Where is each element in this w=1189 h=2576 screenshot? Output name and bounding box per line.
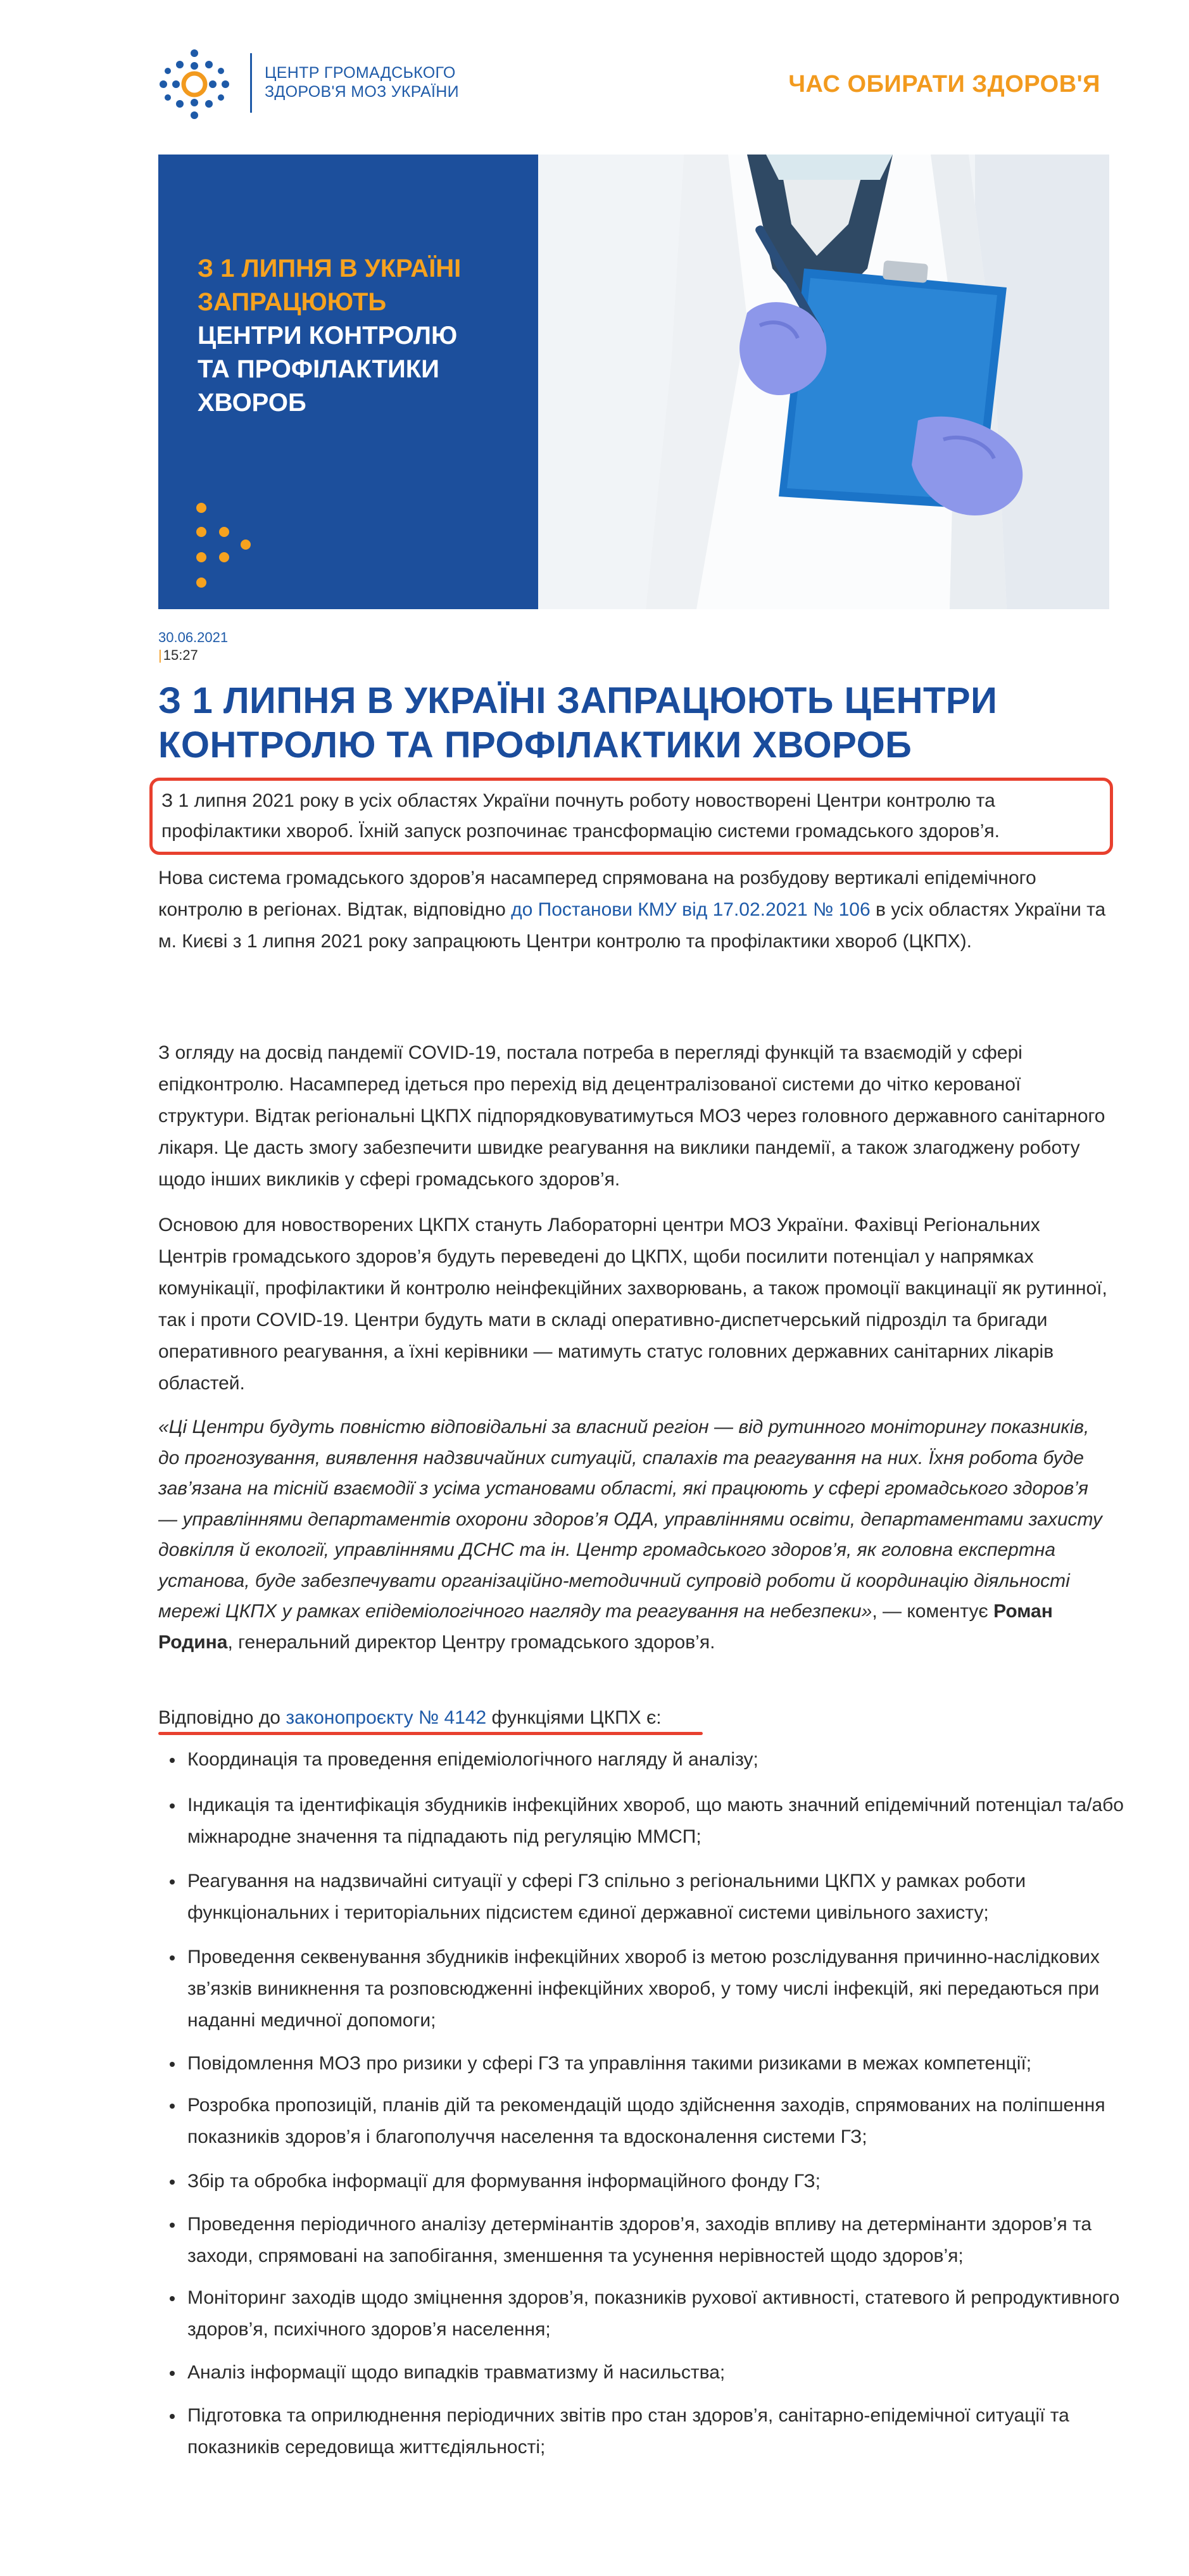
functions-list-item: Розробка пропозицій, планів дій та рекомендацій щодо здійснення заходів, спрямованих на поліпшення показників здоров’я і благополуччя населення та вдосконалення системи ГЗ;	[158, 2090, 1137, 2153]
quote-text: «Ці Центри будуть повністю відповідальні за власний регіон — від рутинного моніторингу показників, до прогнозування, виявлення надзвичайних ситуацій, спалахів та реагування на них. Їхня робота буде зав’язана на тісній взаємодії з усіма установами області, які працюють у сфері громадського здоров’я — управліннями департаментів охорони здоров’я ОДА, управліннями освіти, департаментами захисту довкілля й екології, управліннями ДСНС та ін. Центр громадського здоров’я, як головна експертна установа, буде забезпечувати організаційно-методичний супровід роботи й координацію діяльності мережі ЦКПХ у рамках епідеміологічного нагляду та реагування на небезпеки»	[158, 1417, 1102, 1622]
functions-list-item: Індикація та ідентифікація збудників інфекційних хвороб, що мають значний епідемічний потенціал та/або міжнародне значення та підпадають під регуляцію ММСП;	[158, 1790, 1137, 1853]
logo-text[interactable]	[265, 63, 459, 101]
hero-text	[198, 252, 514, 420]
quote-attribution-prefix: , — коментує	[872, 1601, 994, 1622]
highlight-underline	[158, 1732, 703, 1735]
functions-intro-text-end: функціями ЦКПХ є:	[486, 1707, 662, 1728]
hero-line-2: ЗАПРАЦЮЮТЬ	[198, 288, 387, 316]
hero-line-1: З 1 ЛИПНЯ В УКРАЇНІ	[198, 255, 462, 282]
article-time: 15:27	[163, 647, 198, 663]
resolution-link[interactable]: до Постанови КМУ від 17.02.2021 № 106	[511, 899, 871, 920]
article-title: З 1 ЛИПНЯ В УКРАЇНІ ЗАПРАЦЮЮТЬ ЦЕНТРИ КОНТРОЛЮ ТА ПРОФІЛАКТИКИ ХВОРОБ	[158, 680, 998, 766]
hero-banner	[158, 155, 1109, 609]
hero-line-3: ЦЕНТРИ КОНТРОЛЮ	[198, 322, 458, 350]
functions-intro	[158, 1702, 662, 1734]
paragraph-1-text-end: в усіх областях України та м. Києві з 1 липня 2021 року запрацюють Центри контролю та профілактики хвороб (ЦКПХ).	[158, 899, 1106, 952]
header-tagline: ЧАС ОБИРАТИ ЗДОРОВ'Я	[788, 71, 1100, 98]
hero-photo	[538, 155, 1109, 609]
functions-list-item: Координація та проведення епідеміологічного нагляду й аналізу;	[158, 1744, 1137, 1776]
article-time-wrap	[158, 647, 198, 664]
functions-list-item: Проведення періодичного аналізу детермінантів здоров’я, заходів впливу на детермінанти здоров’я та заходи, спрямовані на запобігання, зменшення та усунення нерівностей щодо здоров’я;	[158, 2209, 1137, 2272]
paragraph-2: З огляду на досвід пандемії COVID-19, постала потреба в перегляді функцій та взаємодій у сфері епідконтролю. Насамперед ідеться про перехід від децентралізованої системи до чітко керованої структури. Відтак регіональні ЦКПХ підпорядковуватимуться МОЗ через головного державного санітарного лікаря. Це дасть змогу забезпечити швидке реагування на виклики пандемії, а також злагоджену роботу щодо інших викликів у сфері громадського здоров’я.	[158, 1042, 1105, 1190]
functions-list-item: Підготовка та оприлюднення періодичних звітів про стан здоров’я, санітарно-епідемічної ситуації та показників середовища життєдіяльності;	[158, 2400, 1137, 2463]
functions-list-item: Проведення секвенування збудників інфекційних хвороб із метою розслідування причинно-наслідкових зв’язків виникнення та розповсюдженні інфекційних хвороб, у тому числі інфекцій, які передаються при наданні медичної допомоги;	[158, 1941, 1137, 2036]
functions-intro-text: Відповідно до	[158, 1707, 286, 1728]
functions-list-item: Збір та обробка інформації для формування інформаційного фонду ГЗ;	[158, 2166, 1137, 2197]
logo-divider	[250, 53, 252, 113]
bill-4142-link[interactable]: законопроєкту № 4142	[286, 1707, 487, 1728]
functions-list-item: Моніторинг заходів щодо зміцнення здоров’я, показників рухової активності, статевого й репродуктивного здоров’я, психічного здоров’я населення;	[158, 2282, 1137, 2346]
hero-line-5: ХВОРОБ	[198, 389, 306, 417]
hero-blue-panel	[158, 155, 538, 609]
article-lead: З 1 липня 2021 року в усіх областях України почнуть роботу новостворені Центри контролю та профілактики хвороб. Їхній запуск розпочинає трансформацію системи громадського здоров’я.	[149, 778, 1113, 855]
paragraph-1-text: Нова система громадського здоров’я насамперед спрямована на розбудову вертикалі епідемічного контролю в регіонах. Відтак, відповідно	[158, 868, 1036, 920]
phc-logo-icon[interactable]	[158, 46, 253, 123]
functions-list-item: Реагування на надзвичайні ситуації у сфері ГЗ спільно з регіональними ЦКПХ у рамках роботи функціональних і територіальних підсистем єдиної державної системи цивільного захисту;	[158, 1866, 1137, 1929]
paragraph-1	[158, 862, 1108, 957]
logo-text-line2: ЗДОРОВ'Я МОЗ УКРАЇНИ	[265, 83, 459, 101]
logo-text-line1: ЦЕНТР ГРОМАДСЬКОГО	[265, 64, 456, 82]
hero-line-4: ТА ПРОФІЛАКТИКИ	[198, 355, 439, 383]
paragraph-3: Основою для новостворених ЦКПХ стануть Лабораторні центри МОЗ України. Фахівці Регіональних Центрів громадського здоров’я будуть переведені до ЦКПХ, щоби посилити потенціал у напрямках комунікації, профілактики й контролю неінфекційних захворювань, а також промоції вакцинації як рутинної, так і проти COVID-19. Центри будуть мати в складі оперативно-диспетчерський підрозділ та бригади оперативного реагування, а їхні керівники — матимуть статус головних державних санітарних лікарів областей.	[158, 1215, 1107, 1394]
functions-list-item: Повідомлення МОЗ про ризики у сфері ГЗ та управління такими ризиками в межах компетенції;	[158, 2048, 1137, 2080]
time-separator: |	[158, 647, 162, 663]
quote-author: Роман Родина	[158, 1601, 1053, 1653]
hero-dots-icon	[194, 502, 251, 590]
quote-attribution-suffix: , генеральний директор Центру громадського здоров’я.	[227, 1631, 715, 1653]
article-date: 30.06.2021	[158, 629, 229, 645]
quote-paragraph	[158, 1412, 1108, 1658]
doctor-with-clipboard-image	[538, 155, 1109, 609]
functions-list-item: Аналіз інформації щодо випадків травматизму й насильства;	[158, 2357, 1137, 2389]
